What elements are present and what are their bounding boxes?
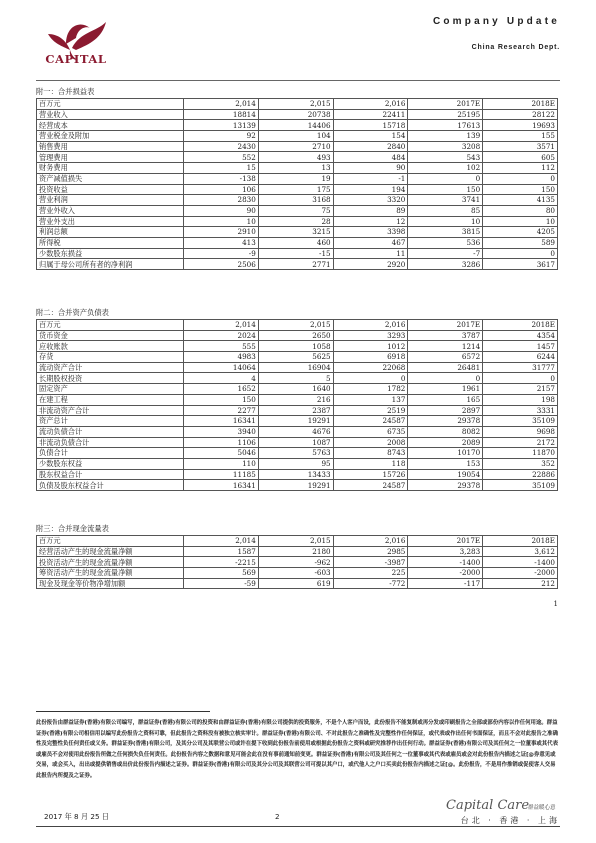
row-label: 流动负债合计 [37, 426, 184, 437]
cell-value: 2830 [184, 195, 259, 206]
cell-value: 6244 [483, 352, 558, 363]
cell-value: 413 [184, 237, 259, 248]
income-statement-title: 附一：合并损益表 [36, 87, 95, 96]
cell-value: 1106 [184, 437, 259, 448]
cell-value: -3987 [333, 557, 408, 568]
cell-value: -59 [184, 578, 259, 589]
cell-value: 569 [184, 568, 259, 579]
table-row [37, 237, 558, 248]
row-label: 经营成本 [37, 120, 184, 131]
cell-value: 165 [408, 394, 483, 405]
row-label: 股东权益合计 [37, 469, 184, 480]
cell-value: 29378 [408, 416, 483, 427]
cell-value: 3,283 [408, 546, 483, 557]
cell-value: 150 [483, 184, 558, 195]
cell-value: 2277 [184, 405, 259, 416]
cell-value: 352 [483, 458, 558, 469]
row-label: 经营活动产生的现金流量净额 [37, 546, 184, 557]
table-row [37, 405, 558, 416]
cell-value: 2387 [258, 405, 333, 416]
cell-value: 92 [184, 131, 259, 142]
row-label: 百万元 [37, 320, 184, 331]
table-row [37, 248, 558, 259]
cell-value: 1652 [184, 384, 259, 395]
row-label: 所得税 [37, 237, 184, 248]
cell-value: 619 [258, 578, 333, 589]
cell-value: 460 [258, 237, 333, 248]
cell-value: 10 [408, 216, 483, 227]
table-row [37, 259, 558, 270]
cell-value: 22411 [333, 109, 408, 120]
cell-value: 2910 [184, 227, 259, 238]
cell-value: 28122 [483, 109, 558, 120]
table-row [37, 330, 558, 341]
cash-flow-title: 附三：合并现金流量表 [36, 524, 109, 533]
cell-value: 0 [483, 173, 558, 184]
cell-value: 5763 [258, 448, 333, 459]
cell-value: 484 [333, 152, 408, 163]
row-label: 营业外支出 [37, 216, 184, 227]
cell-value: 2017E [408, 320, 483, 331]
cell-value: 3320 [333, 195, 408, 206]
table-row [37, 578, 558, 589]
cell-value: 3,612 [483, 546, 558, 557]
cell-value: 10170 [408, 448, 483, 459]
row-label: 营业收入 [37, 109, 184, 120]
cell-value: 1012 [333, 341, 408, 352]
table-row [37, 568, 558, 579]
row-label: 销售费用 [37, 141, 184, 152]
table-header-row [37, 320, 558, 331]
cell-value: 1214 [408, 341, 483, 352]
cell-value: 118 [333, 458, 408, 469]
cell-value: 2506 [184, 259, 259, 270]
cell-value: 75 [258, 205, 333, 216]
cell-value: 15726 [333, 469, 408, 480]
row-label: 非流动资产合计 [37, 405, 184, 416]
cell-value: 2008 [333, 437, 408, 448]
cash-flow-table [36, 535, 558, 589]
company-update-label: Company Update [432, 16, 560, 27]
row-label: 应收账款 [37, 341, 184, 352]
cell-value: -962 [258, 557, 333, 568]
cell-value: -117 [408, 578, 483, 589]
cell-value: 112 [483, 163, 558, 174]
table-row [37, 480, 558, 491]
cell-value: 16341 [184, 416, 259, 427]
cell-value: 110 [184, 458, 259, 469]
cell-value: 17613 [408, 120, 483, 131]
cell-value: 28 [258, 216, 333, 227]
table-row [37, 373, 558, 384]
cell-value: 4135 [483, 195, 558, 206]
balance-sheet-title: 附二：合并资产负债表 [36, 308, 109, 317]
table-row [37, 546, 558, 557]
table-row [37, 152, 558, 163]
cell-value: 4354 [483, 330, 558, 341]
cell-value: 2,016 [333, 536, 408, 547]
cell-value: 6572 [408, 352, 483, 363]
table-row [37, 458, 558, 469]
logo-text: CAPITAL [45, 52, 107, 66]
cell-value: 2,015 [258, 320, 333, 331]
cell-value: 15 [184, 163, 259, 174]
row-label: 资产总计 [37, 416, 184, 427]
cell-value: 2018E [483, 536, 558, 547]
row-label: 货币资金 [37, 330, 184, 341]
table-row [37, 195, 558, 206]
row-label: 现金及现金等价物净增加额 [37, 578, 184, 589]
cell-value: 19291 [258, 416, 333, 427]
cell-value: 467 [333, 237, 408, 248]
cell-value: 153 [408, 458, 483, 469]
cell-value: 155 [483, 131, 558, 142]
cell-value: 139 [408, 131, 483, 142]
cell-value: 3331 [483, 405, 558, 416]
disclaimer-text: 此份报告由群益证券(香港)有限公司编写，群益证券(香港)有限公司的投资和由群益证券(香港)有限公司提供的投资服务，不是个人客户而设，此份报告不能复制或再分发或印刷报告之全部或部份内容以作任何用途。群益证券(香港)有限公司相信用以编写此份报告之资料可靠，但此报告之资料没有被独立核实审计。群益证券(香港)有限公司、不对此报告之准确性及完整性作任何保证，或代表或作出任何书面保证，而且不会对此报告之准确性及完整性负任何责任或义务。群益证券(香港)有限公司，及其分公司及其联营公司或许在提下收到此份报告前使用或根据此份报告之资料或研究推荐作出任何行动。群益证券(香港)有限公司及其任何之一位董事或其代表或雇员不会对使用此份报告所做之任何损失负任何责任。此份报告内容之数据和意见可能会此在没有事前通知前变更。群益证券(香港)有限公司及其任何之一位董事或其代表或雇员或会对此份报告内描述之证[@券意见或交易，或会买入，出出或提供销售或出价此份报告内描述之证券。群益证券(香港)有限公司及其分公司及其联营公司可提以其户口，或代他人之户口买卖此份报告内描述之证[@。此份报告，不是用作推销或促使客人交易此报告内所提及之证券。 [36, 720, 558, 779]
table-header-row [37, 536, 558, 547]
cell-value: 3787 [408, 330, 483, 341]
row-label: 营业利润 [37, 195, 184, 206]
table-row [37, 469, 558, 480]
cell-value: 5625 [258, 352, 333, 363]
cell-value: 2017E [408, 536, 483, 547]
cell-value: 3815 [408, 227, 483, 238]
row-label: 管理费用 [37, 152, 184, 163]
cell-value: 1961 [408, 384, 483, 395]
cell-value: 2840 [333, 141, 408, 152]
cell-value: 31777 [483, 362, 558, 373]
cell-value: 12 [333, 216, 408, 227]
table-row [37, 120, 558, 131]
row-label: 投资收益 [37, 184, 184, 195]
cell-value: -1 [333, 173, 408, 184]
income-statement-table [36, 98, 558, 270]
dept-label: China Research Dept. [471, 44, 560, 51]
cell-value: 2,016 [333, 99, 408, 110]
cell-value: -7 [408, 248, 483, 259]
cell-value: 104 [258, 131, 333, 142]
balance-sheet-body [37, 320, 558, 491]
row-label: 负债合计 [37, 448, 184, 459]
cell-value: 2180 [258, 546, 333, 557]
brand-cn-text: 群益暖心意 [528, 805, 556, 811]
row-label: 流动资产合计 [37, 362, 184, 373]
cell-value: 80 [483, 205, 558, 216]
cell-value: -138 [184, 173, 259, 184]
cell-value: 18814 [184, 109, 259, 120]
table-row [37, 227, 558, 238]
row-label: 百万元 [37, 99, 184, 110]
cell-value: 2157 [483, 384, 558, 395]
cell-value: 2172 [483, 437, 558, 448]
disclaimer-divider [36, 711, 210, 712]
row-label: 固定资产 [37, 384, 184, 395]
cell-value: 0 [333, 373, 408, 384]
cell-value: 19054 [408, 469, 483, 480]
cell-value: 555 [184, 341, 259, 352]
table-row [37, 341, 558, 352]
row-label: 负债及股东权益合计 [37, 480, 184, 491]
table-row [37, 141, 558, 152]
cell-value: 22068 [333, 362, 408, 373]
cell-value: 19693 [483, 120, 558, 131]
cell-value: 212 [483, 578, 558, 589]
row-label: 营业税金及附加 [37, 131, 184, 142]
table-row [37, 448, 558, 459]
cell-value: 2018E [483, 99, 558, 110]
cell-value: 15718 [333, 120, 408, 131]
cell-value: -2000 [483, 568, 558, 579]
cell-value: 6735 [333, 426, 408, 437]
table-row [37, 416, 558, 427]
table-row [37, 557, 558, 568]
row-label: 归属于母公司所有者的净利润 [37, 259, 184, 270]
cell-value: 20738 [258, 109, 333, 120]
cell-value: 3215 [258, 227, 333, 238]
cell-value: 150 [184, 394, 259, 405]
cell-value: 225 [333, 568, 408, 579]
footer-date: 2017 年 8 月 25 日 [44, 812, 109, 821]
footer-divider [36, 826, 560, 827]
row-label: 财务费用 [37, 163, 184, 174]
cell-value: 2897 [408, 405, 483, 416]
cell-value: -2215 [184, 557, 259, 568]
cell-value: 1457 [483, 341, 558, 352]
cell-value: 0 [408, 173, 483, 184]
cell-value: 16904 [258, 362, 333, 373]
cell-value: 2,014 [184, 536, 259, 547]
cell-value: 2,015 [258, 536, 333, 547]
cell-value: 10 [184, 216, 259, 227]
header-right [433, 16, 560, 51]
cell-value: 2017E [408, 99, 483, 110]
cell-value: 0 [408, 373, 483, 384]
cell-value: 2430 [184, 141, 259, 152]
cell-value: 493 [258, 152, 333, 163]
cell-value: 2,016 [333, 320, 408, 331]
cell-value: -1400 [408, 557, 483, 568]
cell-value: 3940 [184, 426, 259, 437]
row-label: 少数股东权益 [37, 458, 184, 469]
cell-value: 3617 [483, 259, 558, 270]
cell-value: 2089 [408, 437, 483, 448]
income-statement-body [37, 99, 558, 270]
cell-value: 19 [258, 173, 333, 184]
table-row [37, 184, 558, 195]
cell-value: -2000 [408, 568, 483, 579]
cell-value: 2,014 [184, 99, 259, 110]
cell-value: 35109 [483, 416, 558, 427]
cell-value: 552 [184, 152, 259, 163]
cell-value: 10 [483, 216, 558, 227]
table-row [37, 109, 558, 120]
table-row [37, 216, 558, 227]
row-label: 存货 [37, 352, 184, 363]
cell-value: -15 [258, 248, 333, 259]
cell-value: 13139 [184, 120, 259, 131]
cell-value: 137 [333, 394, 408, 405]
table-row [37, 437, 558, 448]
balance-sheet-table [36, 319, 558, 491]
cell-value: 6918 [333, 352, 408, 363]
cell-value: 2985 [333, 546, 408, 557]
cell-value: 605 [483, 152, 558, 163]
cell-value: -9 [184, 248, 259, 259]
cell-value: 2650 [258, 330, 333, 341]
cell-value: 14064 [184, 362, 259, 373]
table-row [37, 163, 558, 174]
row-label: 百万元 [37, 536, 184, 547]
cell-value: 1058 [258, 341, 333, 352]
cell-value: 2024 [184, 330, 259, 341]
cell-value: 29378 [408, 480, 483, 491]
row-label: 少数股东损益 [37, 248, 184, 259]
row-label: 营业外收入 [37, 205, 184, 216]
cell-value: 8743 [333, 448, 408, 459]
footer-cities: 台北 · 香港 · 上海 [460, 816, 560, 825]
row-label: 非流动负债合计 [37, 437, 184, 448]
cell-value: 14406 [258, 120, 333, 131]
cell-value: 16341 [184, 480, 259, 491]
table-row [37, 205, 558, 216]
row-label: 投资活动产生的现金流量净额 [37, 557, 184, 568]
cell-value: 4 [184, 373, 259, 384]
cell-value: 3741 [408, 195, 483, 206]
table-row [37, 352, 558, 363]
cell-value: 22886 [483, 469, 558, 480]
cell-value: 13 [258, 163, 333, 174]
capital-care-logo-icon [442, 792, 560, 816]
cell-value: 1640 [258, 384, 333, 395]
cell-value: 216 [258, 394, 333, 405]
cell-value: 89 [333, 205, 408, 216]
cell-value: 543 [408, 152, 483, 163]
cell-value: 1087 [258, 437, 333, 448]
row-label: 长期股权投资 [37, 373, 184, 384]
header-divider [36, 80, 560, 81]
page-marker: 1 [553, 600, 558, 608]
cell-value: 150 [408, 184, 483, 195]
cell-value: 102 [408, 163, 483, 174]
cell-value: 24587 [333, 480, 408, 491]
table-row [37, 426, 558, 437]
cell-value: 11 [333, 248, 408, 259]
cell-value: 19291 [258, 480, 333, 491]
cell-value: 194 [333, 184, 408, 195]
table-header-row [37, 99, 558, 110]
cell-value: 198 [483, 394, 558, 405]
cell-value: 2710 [258, 141, 333, 152]
cell-value: 11870 [483, 448, 558, 459]
cell-value: 3571 [483, 141, 558, 152]
cell-value: -1400 [483, 557, 558, 568]
cell-value: 2771 [258, 259, 333, 270]
row-label: 资产减值损失 [37, 173, 184, 184]
cell-value: 95 [258, 458, 333, 469]
table-row [37, 173, 558, 184]
cell-value: 26481 [408, 362, 483, 373]
table-row [37, 384, 558, 395]
cell-value: 3286 [408, 259, 483, 270]
cell-value: 9698 [483, 426, 558, 437]
cell-value: 90 [333, 163, 408, 174]
cell-value: 3208 [408, 141, 483, 152]
brand-text: Capital Care [446, 798, 530, 813]
row-label: 筹资活动产生的现金流量净额 [37, 568, 184, 579]
cash-flow-body [37, 536, 558, 589]
cell-value: 0 [483, 373, 558, 384]
cell-value: 2519 [333, 405, 408, 416]
cell-value: 2,015 [258, 99, 333, 110]
cell-value: 2920 [333, 259, 408, 270]
cell-value: 3293 [333, 330, 408, 341]
cell-value: 85 [408, 205, 483, 216]
cell-value: 154 [333, 131, 408, 142]
table-row [37, 362, 558, 373]
cell-value: 8082 [408, 426, 483, 437]
cell-value: 4983 [184, 352, 259, 363]
cell-value: -772 [333, 578, 408, 589]
cell-value: 175 [258, 184, 333, 195]
cell-value: 0 [483, 248, 558, 259]
cell-value: 1587 [184, 546, 259, 557]
footer-page-number: 2 [275, 812, 280, 821]
cell-value: 1782 [333, 384, 408, 395]
cell-value: 5 [258, 373, 333, 384]
cell-value: 11185 [184, 469, 259, 480]
cell-value: 3398 [333, 227, 408, 238]
cell-value: -603 [258, 568, 333, 579]
cell-value: 2018E [483, 320, 558, 331]
cell-value: 13433 [258, 469, 333, 480]
cell-value: 35109 [483, 480, 558, 491]
cell-value: 4676 [258, 426, 333, 437]
cell-value: 2,014 [184, 320, 259, 331]
cell-value: 4205 [483, 227, 558, 238]
cell-value: 589 [483, 237, 558, 248]
table-row [37, 131, 558, 142]
row-label: 利润总额 [37, 227, 184, 238]
table-row [37, 394, 558, 405]
cell-value: 3168 [258, 195, 333, 206]
row-label: 在建工程 [37, 394, 184, 405]
cell-value: 24587 [333, 416, 408, 427]
cell-value: 25195 [408, 109, 483, 120]
cell-value: 5046 [184, 448, 259, 459]
cell-value: 536 [408, 237, 483, 248]
cell-value: 90 [184, 205, 259, 216]
cell-value: 106 [184, 184, 259, 195]
